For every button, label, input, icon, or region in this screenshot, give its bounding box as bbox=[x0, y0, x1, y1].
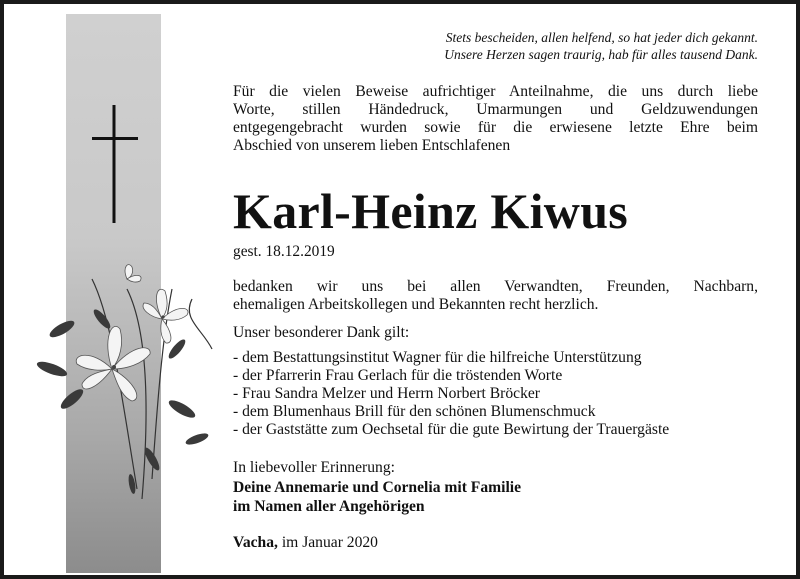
motto-line: Unsere Herzen sagen traurig, hab für alles tausend Dank. bbox=[444, 47, 758, 62]
place-date bbox=[233, 534, 378, 552]
list-item: - der Pfarrerin Frau Gerlach für die tröstenden Worte bbox=[233, 367, 563, 384]
signer-line: im Namen aller Angehörigen bbox=[233, 497, 425, 515]
cross-icon bbox=[92, 105, 138, 223]
list-item: - der Gaststätte zum Oechsetal für die gute Bewirtung der Trauergäste bbox=[233, 421, 670, 438]
intro-line: Für die vielen Beweise aufrichtiger Anteilnahme, die uns durch liebe bbox=[233, 83, 758, 100]
motto-verse bbox=[444, 29, 758, 63]
intro-paragraph bbox=[233, 83, 758, 155]
intro-line: Abschied von unserem lieben Entschlafenen bbox=[233, 137, 511, 154]
thanks-paragraph bbox=[233, 278, 758, 314]
special-thanks-label: Unser besonderer Dank gilt: bbox=[233, 324, 410, 341]
death-date: gest. 18.12.2019 bbox=[233, 243, 335, 260]
thanks-line: ehemaligen Arbeitskollegen und Bekannten recht herzlich. bbox=[233, 296, 599, 313]
list-item: - dem Blumenhaus Brill für den schönen Blumenschmuck bbox=[233, 403, 596, 420]
special-thanks-list bbox=[233, 349, 669, 439]
intro-line: Worte, stillen Händedruck, Umarmungen und Geldzuwendungen bbox=[233, 101, 758, 118]
lily-flowers-icon bbox=[32, 259, 222, 509]
intro-line: entgegengebracht wurden sowie für die erwiesene letzte Ehre beim bbox=[233, 119, 758, 136]
thanks-line: bedanken wir uns bei allen Verwandten, Freunden, Nachbarn, bbox=[233, 278, 758, 295]
memory-label: In liebevoller Erinnerung: bbox=[233, 459, 395, 476]
signers bbox=[233, 479, 521, 516]
list-item: - Frau Sandra Melzer und Herrn Norbert Bröcker bbox=[233, 385, 540, 402]
signer-line: Deine Annemarie und Cornelia mit Familie bbox=[233, 479, 522, 496]
list-item: - dem Bestattungsinstitut Wagner für die hilfreiche Unterstützung bbox=[233, 349, 642, 366]
deceased-name: Karl-Heinz Kiwus bbox=[233, 183, 629, 239]
motto-line: Stets bescheiden, allen helfend, so hat jeder dich gekannt. bbox=[445, 30, 758, 45]
place-month: im Januar 2020 bbox=[281, 534, 378, 551]
place-city: Vacha, bbox=[233, 534, 278, 551]
